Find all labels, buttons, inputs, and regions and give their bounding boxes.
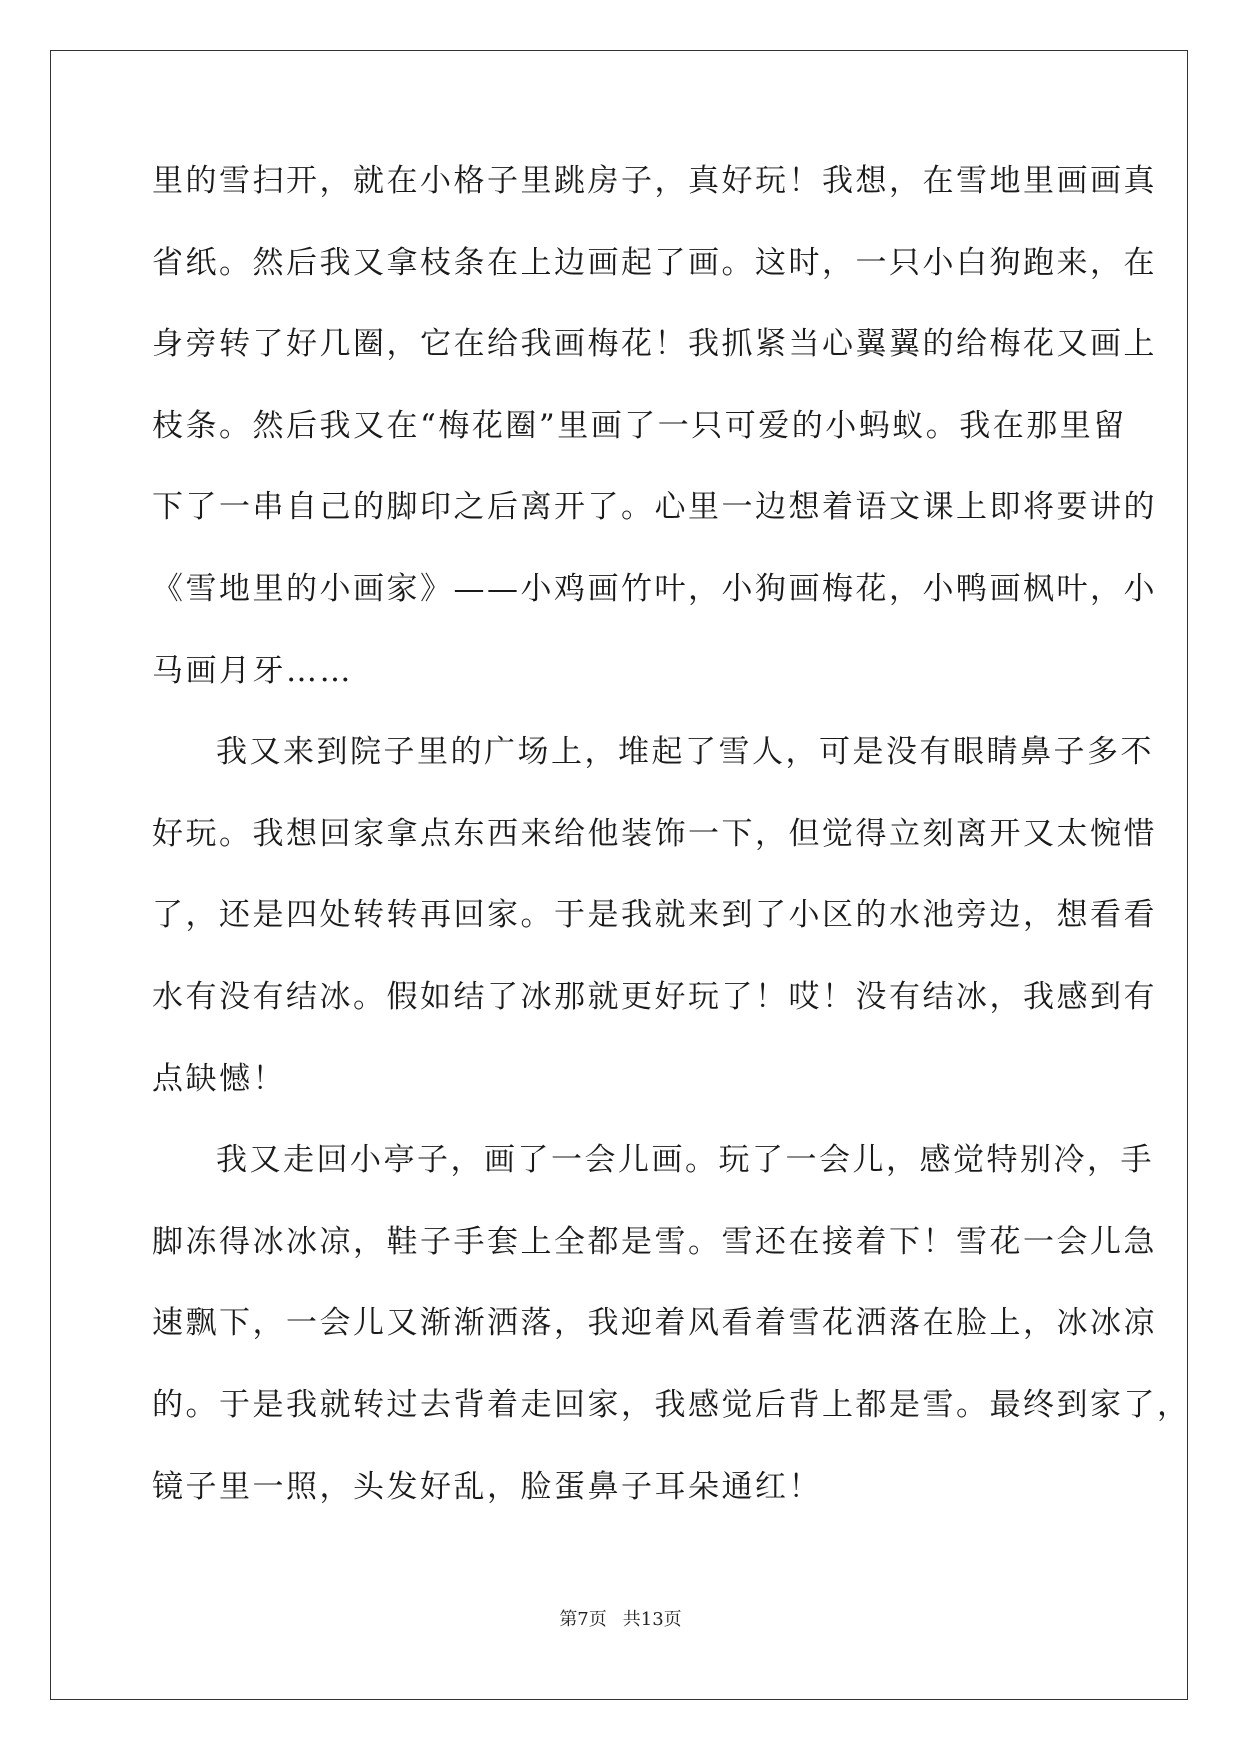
paragraph-first-line: 我又走回小亭子，画了一会儿画。玩了一会儿，感觉特别冷，手 (216, 1142, 1154, 1179)
page-footer (0, 1605, 1241, 1631)
text-line: 点缺憾！ (152, 1060, 286, 1097)
text-line: 《雪地里的小画家》——小鸡画竹叶，小狗画梅花，小鸭画枫叶，小 (152, 570, 1157, 607)
text-line: 马画月牙…… (152, 652, 353, 689)
text-line: 枝条。然后我又在“梅花圈”里画了一只可爱的小蚂蚁。我在那里留 (152, 407, 1127, 444)
text-line: 里的雪扫开，就在小格子里跳房子，真好玩！我想，在雪地里画画真 (152, 163, 1157, 199)
text-line: 速飘下，一会儿又渐渐洒落，我迎着风看着雪花洒落在脸上，冰冰凉 (152, 1305, 1157, 1342)
total-pages: 共13页 (622, 1609, 682, 1630)
page-number: 第7页 (559, 1609, 607, 1630)
text-line: 镜子里一照，头发好乱，脸蛋鼻子耳朵通红！ (152, 1468, 822, 1505)
text-line: 水有没有结冰。假如结了冰那就更好玩了！哎！没有结冰，我感到有 (152, 978, 1157, 1015)
paragraph-first-line: 我又来到院子里的广场上，堆起了雪人，可是没有眼睛鼻子多不 (216, 734, 1154, 771)
text-line: 省纸。然后我又拿枝条在上边画起了画。这时，一只小白狗跑来，在 (152, 244, 1157, 281)
text-line: 脚冻得冰冰凉，鞋子手套上全都是雪。雪还在接着下！雪花一会儿急 (152, 1223, 1157, 1260)
text-line: 好玩。我想回家拿点东西来给他装饰一下，但觉得立刻离开又太惋惜 (152, 815, 1157, 852)
text-line: 的。于是我就转过去背着走回家，我感觉后背上都是雪。最终到家了， (152, 1386, 1191, 1423)
document-body (152, 163, 1191, 1553)
text-line: 了，还是四处转转再回家。于是我就来到了小区的水池旁边，想看看 (152, 897, 1157, 934)
text-line: 身旁转了好几圈，它在给我画梅花！我抓紧当心翼翼的给梅花又画上 (152, 326, 1157, 363)
text-line: 下了一串自己的脚印之后离开了。心里一边想着语文课上即将要讲的 (152, 489, 1157, 526)
